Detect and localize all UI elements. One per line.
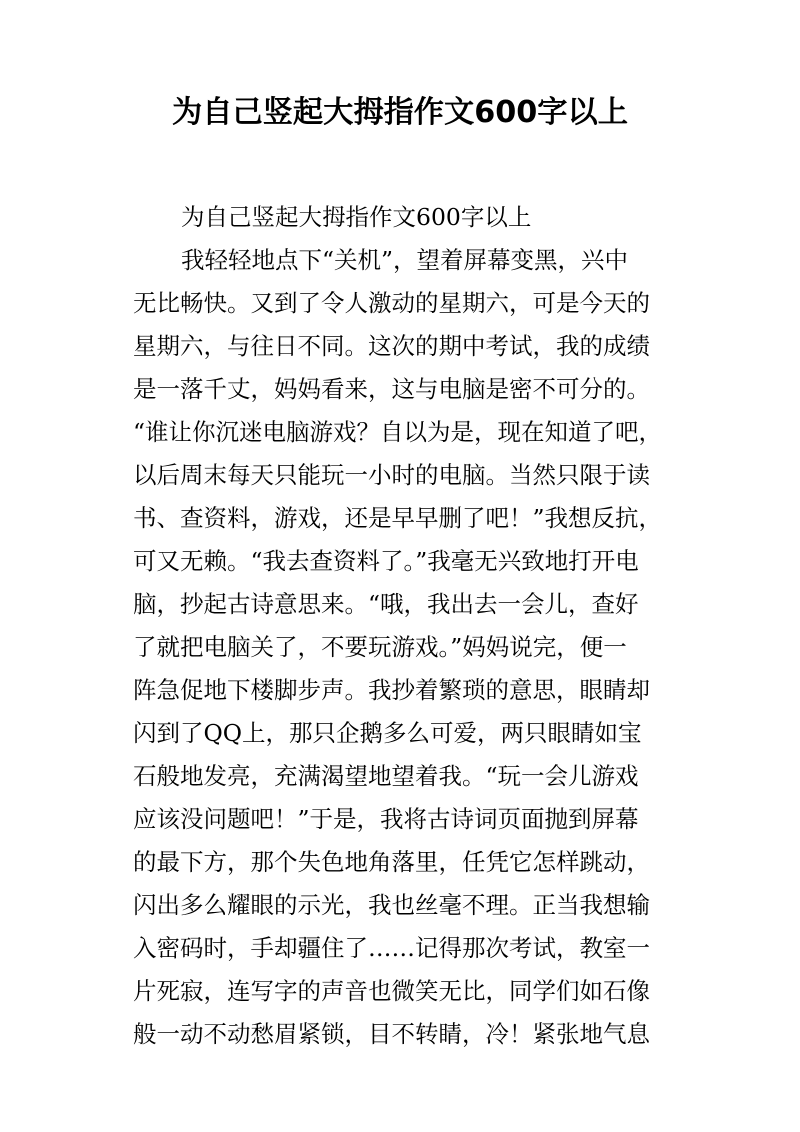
- paragraph-line: 脑，抄起古诗意思来。“哦，我出去一会儿，查好: [133, 590, 639, 618]
- paragraph-line: 无比畅快。又到了令人激动的星期六，可是今天的: [133, 289, 650, 317]
- paragraph-line: 阵急促地下楼脚步声。我抄着繁琐的意思，眼睛却: [133, 676, 650, 704]
- paragraph-line: 书、查资料，游戏，还是早早删了吧！”我想反抗，: [133, 504, 663, 532]
- paragraph-line: 石般地发亮，充满渴望地望着我。“玩一会儿游戏: [133, 762, 639, 790]
- paragraph-line: 为自己竖起大拇指作文600字以上: [181, 203, 532, 231]
- paragraph-line: 了就把电脑关了，不要玩游戏。”妈妈说完，便一: [133, 633, 627, 661]
- paragraph-line: 可又无赖。“我去查资料了。”我毫无兴致地打开电: [133, 547, 639, 575]
- paragraph-line: 星期六，与往日不同。这次的期中考试，我的成绩: [133, 332, 650, 360]
- paragraph-line: 以后周末每天只能玩一小时的电脑。当然只限于读: [133, 461, 650, 489]
- paragraph-line: 闪到了QQ上，那只企鹅多么可爱，两只眼睛如宝: [133, 719, 642, 747]
- paragraph-line: 般一动不动愁眉紧锁，目不转睛，冷！紧张地气息: [133, 1020, 650, 1048]
- paragraph-line: 片死寂，连写字的声音也微笑无比，同学们如石像: [133, 977, 650, 1005]
- paragraph-line: 入密码时，手却疆住了……记得那次考试，教室一: [133, 934, 650, 962]
- paragraph-line: 闪出多么耀眼的示光，我也丝毫不理。正当我想输: [133, 891, 650, 919]
- paragraph-line: 应该没问题吧！”于是，我将古诗词页面抛到屏幕: [133, 805, 639, 833]
- paragraph-line: 是一落千丈，妈妈看来，这与电脑是密不可分的。: [133, 375, 650, 403]
- document-title: 为自己竖起大拇指作文600字以上: [172, 95, 628, 130]
- paragraph-line: 的最下方，那个失色地角落里，任凭它怎样跳动，: [133, 848, 650, 876]
- paragraph-line: 我轻轻地点下“关机”，望着屏幕变黑，兴中: [181, 246, 629, 274]
- paragraph-line: “谁让你沉迷电脑游戏？自以为是，现在知道了吧，: [133, 418, 663, 446]
